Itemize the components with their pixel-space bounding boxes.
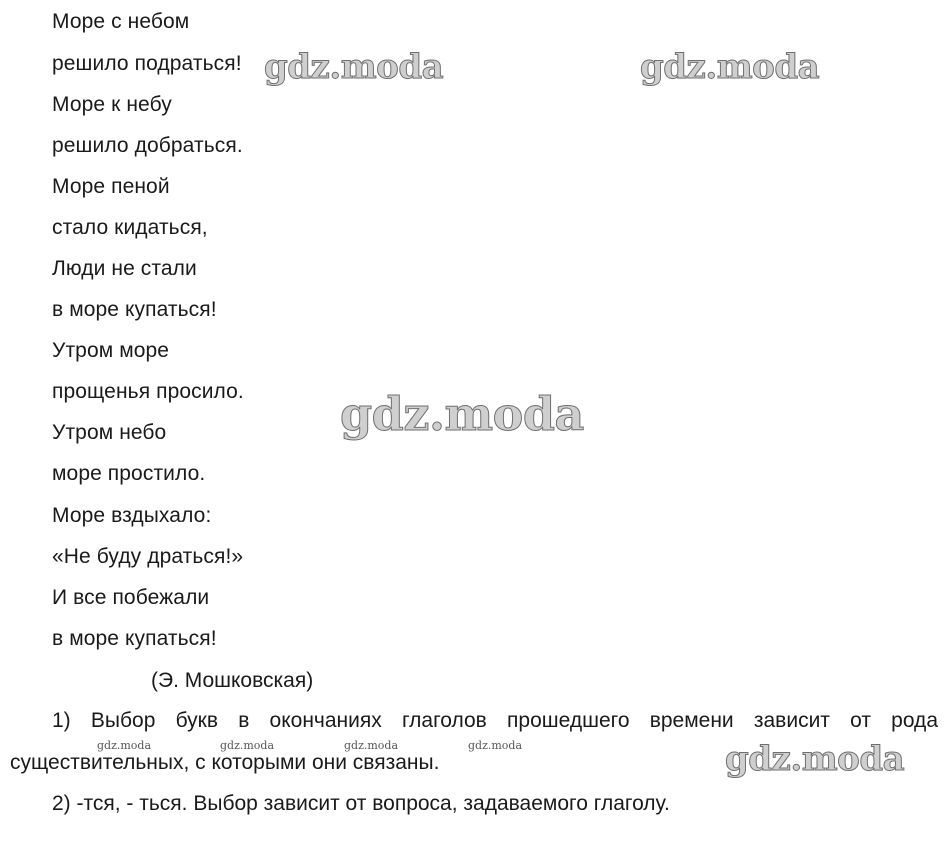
watermark: gdz.moda xyxy=(340,387,584,441)
poem-line: в море купаться! xyxy=(52,627,217,650)
watermark: gdz.moda xyxy=(264,47,444,87)
watermark: gdz.moda xyxy=(640,47,820,87)
poem-line: Море к небу xyxy=(52,93,172,116)
answer-1-line-2: существительных, с которыми они связаны. xyxy=(10,751,440,774)
poem-line: Море с небом xyxy=(52,10,190,33)
watermark-small: gdz.moda xyxy=(97,739,152,752)
poem-line: «Не буду драться!» xyxy=(52,545,244,568)
watermark: gdz.moda xyxy=(725,739,905,779)
watermark-small: gdz.moda xyxy=(220,739,275,752)
answer-2: 2) -тся, - ться. Выбор зависит от вопроса, задаваемого глаголу. xyxy=(52,792,670,815)
answer-1-line-1: 1) Выбор букв в окончаниях глаголов прошедшего времени зависит от рода xyxy=(52,709,938,732)
poem-line: в море купаться! xyxy=(52,298,217,321)
watermark-small: gdz.moda xyxy=(344,739,399,752)
poem-author: (Э. Мошковская) xyxy=(151,669,314,692)
poem-line: Море вздыхало: xyxy=(52,504,212,527)
poem-line: решило добраться. xyxy=(52,134,243,157)
watermark-small: gdz.moda xyxy=(468,739,523,752)
poem-line: Люди не стали xyxy=(52,257,197,280)
poem-line: море простило. xyxy=(52,462,206,485)
poem-line: Утром море xyxy=(52,339,170,362)
poem-line: решило подраться! xyxy=(52,52,242,75)
poem-line: И все побежали xyxy=(52,586,210,609)
poem-line: Море пеной xyxy=(52,175,170,198)
poem-line: Утром небо xyxy=(52,421,167,444)
poem-line: стало кидаться, xyxy=(52,216,208,239)
poem-line: прощенья просило. xyxy=(52,380,244,403)
